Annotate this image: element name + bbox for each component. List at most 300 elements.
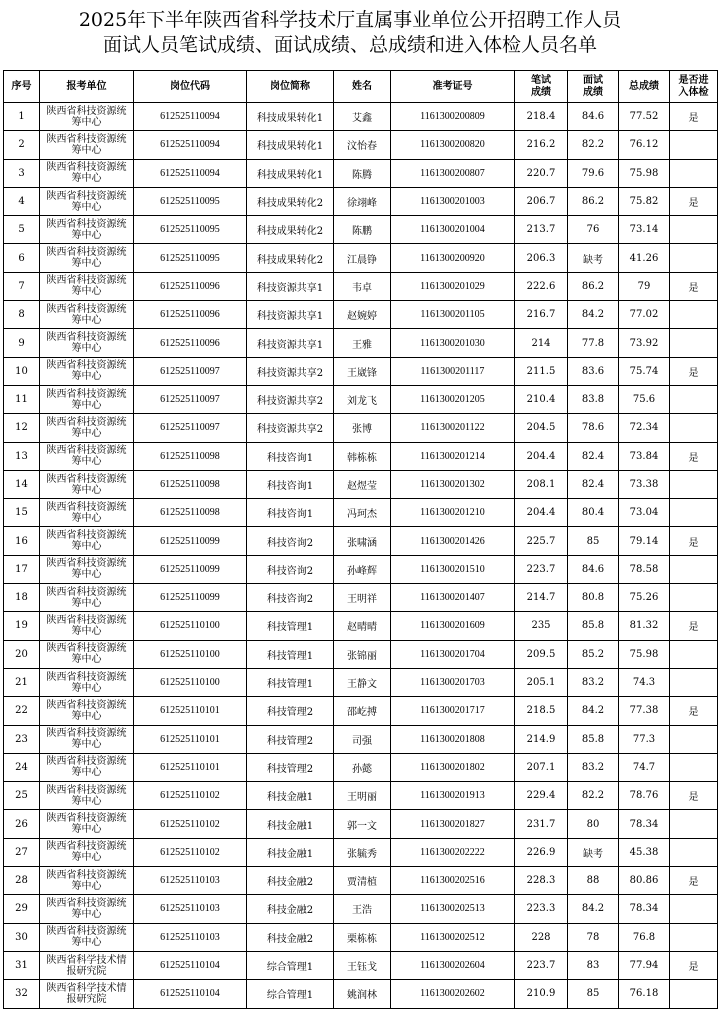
col-exam-id: 1161300202222 xyxy=(391,838,515,866)
col-interview-score: 85.2 xyxy=(568,640,619,668)
col-exam-id: 1161300201704 xyxy=(391,640,515,668)
col-post-code: 612525110097 xyxy=(134,414,247,442)
col-post-name: 综合管理1 xyxy=(247,980,334,1008)
header-col-post-name: 岗位简称 xyxy=(247,71,334,103)
col-index: 7 xyxy=(4,272,40,300)
col-unit: 陕西省科技资源统 筹中心 xyxy=(40,244,134,272)
col-total-score: 78.76 xyxy=(619,782,670,810)
col-written-score: 223.7 xyxy=(515,555,568,583)
col-total-score: 77.38 xyxy=(619,697,670,725)
table-row xyxy=(4,951,718,979)
col-post-name: 科技资源共享2 xyxy=(247,414,334,442)
col-name: 徐翊峰 xyxy=(334,187,391,215)
col-physical-exam xyxy=(670,244,718,272)
col-unit: 陕西省科学技术情 报研究院 xyxy=(40,980,134,1008)
table-row xyxy=(4,810,718,838)
col-total-score: 77.3 xyxy=(619,725,670,753)
col-name: 张博 xyxy=(334,414,391,442)
col-post-code: 612525110095 xyxy=(134,187,247,215)
col-written-score: 207.1 xyxy=(515,753,568,781)
col-interview-score: 86.2 xyxy=(568,272,619,300)
col-unit: 陕西省科技资源统 筹中心 xyxy=(40,414,134,442)
col-written-score: 216.7 xyxy=(515,301,568,329)
col-interview-score: 85.8 xyxy=(568,612,619,640)
col-exam-id: 1161300201105 xyxy=(391,301,515,329)
col-physical-exam xyxy=(670,668,718,696)
col-total-score: 73.04 xyxy=(619,499,670,527)
col-name: 王明丽 xyxy=(334,782,391,810)
col-post-code: 612525110098 xyxy=(134,442,247,470)
col-total-score: 74.3 xyxy=(619,668,670,696)
col-physical-exam xyxy=(670,584,718,612)
col-post-name: 科技管理2 xyxy=(247,697,334,725)
header-col-total-score: 总成绩 xyxy=(619,71,670,103)
col-exam-id: 1161300202513 xyxy=(391,895,515,923)
col-total-score: 80.86 xyxy=(619,867,670,895)
col-total-score: 77.94 xyxy=(619,951,670,979)
col-physical-exam: 是 xyxy=(670,867,718,895)
col-interview-score: 缺考 xyxy=(568,244,619,272)
col-unit: 陕西省科学技术情 报研究院 xyxy=(40,951,134,979)
col-total-score: 77.02 xyxy=(619,301,670,329)
col-index: 28 xyxy=(4,867,40,895)
col-written-score: 205.1 xyxy=(515,668,568,696)
col-physical-exam xyxy=(670,329,718,357)
table-row xyxy=(4,385,718,413)
col-index: 2 xyxy=(4,131,40,159)
table-row xyxy=(4,612,718,640)
col-exam-id: 1161300201122 xyxy=(391,414,515,442)
table-row xyxy=(4,867,718,895)
col-unit: 陕西省科技资源统 筹中心 xyxy=(40,357,134,385)
col-interview-score: 83 xyxy=(568,951,619,979)
col-post-code: 612525110101 xyxy=(134,753,247,781)
col-physical-exam: 是 xyxy=(670,697,718,725)
col-index: 24 xyxy=(4,753,40,781)
col-total-score: 78.58 xyxy=(619,555,670,583)
col-post-name: 科技资源共享1 xyxy=(247,301,334,329)
col-total-score: 75.6 xyxy=(619,385,670,413)
col-post-code: 612525110102 xyxy=(134,810,247,838)
table-row xyxy=(4,640,718,668)
col-index: 3 xyxy=(4,159,40,187)
col-interview-score: 84.6 xyxy=(568,555,619,583)
col-exam-id: 1161300201913 xyxy=(391,782,515,810)
col-physical-exam: 是 xyxy=(670,357,718,385)
col-physical-exam xyxy=(670,725,718,753)
col-total-score: 74.7 xyxy=(619,753,670,781)
col-name: 王雅 xyxy=(334,329,391,357)
table-row xyxy=(4,103,718,131)
col-post-name: 科技成果转化2 xyxy=(247,216,334,244)
col-exam-id: 1161300201117 xyxy=(391,357,515,385)
col-unit: 陕西省科技资源统 筹中心 xyxy=(40,159,134,187)
col-written-score: 206.3 xyxy=(515,244,568,272)
col-physical-exam: 是 xyxy=(670,612,718,640)
col-post-code: 612525110094 xyxy=(134,131,247,159)
col-exam-id: 1161300201407 xyxy=(391,584,515,612)
col-name: 刘龙飞 xyxy=(334,385,391,413)
col-index: 6 xyxy=(4,244,40,272)
col-unit: 陕西省科技资源统 筹中心 xyxy=(40,527,134,555)
col-written-score: 218.5 xyxy=(515,697,568,725)
col-unit: 陕西省科技资源统 筹中心 xyxy=(40,584,134,612)
col-written-score: 223.7 xyxy=(515,951,568,979)
col-post-code: 612525110100 xyxy=(134,668,247,696)
col-post-name: 科技成果转化2 xyxy=(247,187,334,215)
col-name: 冯珂杰 xyxy=(334,499,391,527)
col-post-code: 612525110103 xyxy=(134,895,247,923)
col-written-score: 204.5 xyxy=(515,414,568,442)
col-post-name: 科技成果转化2 xyxy=(247,244,334,272)
col-total-score: 75.74 xyxy=(619,357,670,385)
col-unit: 陕西省科技资源统 筹中心 xyxy=(40,103,134,131)
col-exam-id: 1161300200809 xyxy=(391,103,515,131)
col-interview-score: 83.2 xyxy=(568,753,619,781)
col-interview-score: 83.6 xyxy=(568,357,619,385)
col-unit: 陕西省科技资源统 筹中心 xyxy=(40,810,134,838)
col-index: 17 xyxy=(4,555,40,583)
col-interview-score: 83.8 xyxy=(568,385,619,413)
col-post-name: 科技咨询1 xyxy=(247,442,334,470)
col-exam-id: 1161300201703 xyxy=(391,668,515,696)
col-index: 8 xyxy=(4,301,40,329)
col-name: 陈鹏 xyxy=(334,216,391,244)
col-exam-id: 1161300201510 xyxy=(391,555,515,583)
col-written-score: 222.6 xyxy=(515,272,568,300)
col-name: 王浩 xyxy=(334,895,391,923)
col-index: 22 xyxy=(4,697,40,725)
col-post-name: 科技成果转化1 xyxy=(247,159,334,187)
col-interview-score: 78.6 xyxy=(568,414,619,442)
col-name: 贾清植 xyxy=(334,867,391,895)
col-total-score: 79.14 xyxy=(619,527,670,555)
header-col-interview-score: 面试 成绩 xyxy=(568,71,619,103)
col-total-score: 72.34 xyxy=(619,414,670,442)
header-row xyxy=(4,71,718,103)
title-line-1: 2025年下半年陕西省科学技术厅直属事业单位公开招聘工作人员 xyxy=(78,9,622,31)
col-index: 13 xyxy=(4,442,40,470)
col-post-name: 综合管理1 xyxy=(247,951,334,979)
col-exam-id: 1161300201302 xyxy=(391,470,515,498)
col-name: 陈腾 xyxy=(334,159,391,187)
col-total-score: 81.32 xyxy=(619,612,670,640)
col-name: 郭一文 xyxy=(334,810,391,838)
col-name: 赵晴晴 xyxy=(334,612,391,640)
col-post-name: 科技管理2 xyxy=(247,725,334,753)
col-unit: 陕西省科技资源统 筹中心 xyxy=(40,131,134,159)
col-total-score: 75.82 xyxy=(619,187,670,215)
col-exam-id: 1161300201214 xyxy=(391,442,515,470)
col-written-score: 226.9 xyxy=(515,838,568,866)
table-row xyxy=(4,329,718,357)
col-written-score: 218.4 xyxy=(515,103,568,131)
col-physical-exam xyxy=(670,470,718,498)
table-row xyxy=(4,753,718,781)
col-physical-exam: 是 xyxy=(670,103,718,131)
col-index: 12 xyxy=(4,414,40,442)
document-title xyxy=(0,0,700,58)
col-total-score: 76.18 xyxy=(619,980,670,1008)
col-index: 23 xyxy=(4,725,40,753)
table-row xyxy=(4,187,718,215)
col-exam-id: 1161300200807 xyxy=(391,159,515,187)
col-exam-id: 1161300201003 xyxy=(391,187,515,215)
col-exam-id: 1161300201808 xyxy=(391,725,515,753)
table-row xyxy=(4,272,718,300)
col-unit: 陕西省科技资源统 筹中心 xyxy=(40,612,134,640)
col-post-name: 科技资源共享1 xyxy=(247,329,334,357)
col-unit: 陕西省科技资源统 筹中心 xyxy=(40,895,134,923)
col-written-score: 216.2 xyxy=(515,131,568,159)
col-post-name: 科技管理1 xyxy=(247,640,334,668)
col-physical-exam xyxy=(670,753,718,781)
col-written-score: 231.7 xyxy=(515,810,568,838)
col-post-name: 科技管理2 xyxy=(247,753,334,781)
col-interview-score: 80 xyxy=(568,810,619,838)
col-index: 10 xyxy=(4,357,40,385)
col-post-code: 612525110096 xyxy=(134,301,247,329)
table-row xyxy=(4,980,718,1008)
col-post-code: 612525110098 xyxy=(134,470,247,498)
col-exam-id: 1161300201205 xyxy=(391,385,515,413)
col-index: 31 xyxy=(4,951,40,979)
col-index: 19 xyxy=(4,612,40,640)
col-unit: 陕西省科技资源统 筹中心 xyxy=(40,838,134,866)
col-name: 张毓秀 xyxy=(334,838,391,866)
col-written-score: 204.4 xyxy=(515,499,568,527)
col-interview-score: 85 xyxy=(568,527,619,555)
col-post-name: 科技咨询2 xyxy=(247,527,334,555)
col-name: 栗栋栋 xyxy=(334,923,391,951)
table-row xyxy=(4,216,718,244)
col-interview-score: 85.8 xyxy=(568,725,619,753)
col-total-score: 77.52 xyxy=(619,103,670,131)
col-physical-exam: 是 xyxy=(670,782,718,810)
col-post-code: 612525110102 xyxy=(134,782,247,810)
col-total-score: 76.12 xyxy=(619,131,670,159)
col-written-score: 223.3 xyxy=(515,895,568,923)
col-post-code: 612525110096 xyxy=(134,329,247,357)
table-row xyxy=(4,895,718,923)
col-physical-exam xyxy=(670,385,718,413)
col-written-score: 210.4 xyxy=(515,385,568,413)
col-index: 21 xyxy=(4,668,40,696)
col-exam-id: 1161300201717 xyxy=(391,697,515,725)
col-post-code: 612525110095 xyxy=(134,216,247,244)
col-total-score: 73.14 xyxy=(619,216,670,244)
col-post-name: 科技咨询2 xyxy=(247,555,334,583)
col-physical-exam: 是 xyxy=(670,951,718,979)
col-post-name: 科技金融1 xyxy=(247,810,334,838)
col-unit: 陕西省科技资源统 筹中心 xyxy=(40,385,134,413)
table-row xyxy=(4,159,718,187)
col-unit: 陕西省科技资源统 筹中心 xyxy=(40,499,134,527)
col-interview-score: 82.2 xyxy=(568,782,619,810)
col-name: 韩栋栋 xyxy=(334,442,391,470)
col-written-score: 210.9 xyxy=(515,980,568,1008)
col-written-score: 206.7 xyxy=(515,187,568,215)
col-name: 赵婉婷 xyxy=(334,301,391,329)
col-total-score: 78.34 xyxy=(619,810,670,838)
col-written-score: 214.7 xyxy=(515,584,568,612)
col-index: 5 xyxy=(4,216,40,244)
col-physical-exam: 是 xyxy=(670,272,718,300)
col-index: 25 xyxy=(4,782,40,810)
col-index: 20 xyxy=(4,640,40,668)
header-col-index: 序号 xyxy=(4,71,40,103)
col-unit: 陕西省科技资源统 筹中心 xyxy=(40,187,134,215)
col-unit: 陕西省科技资源统 筹中心 xyxy=(40,725,134,753)
col-post-name: 科技金融1 xyxy=(247,782,334,810)
col-post-code: 612525110104 xyxy=(134,951,247,979)
col-name: 姚润林 xyxy=(334,980,391,1008)
col-name: 韦卓 xyxy=(334,272,391,300)
col-post-name: 科技管理1 xyxy=(247,612,334,640)
col-written-score: 220.7 xyxy=(515,159,568,187)
col-unit: 陕西省科技资源统 筹中心 xyxy=(40,470,134,498)
col-post-code: 612525110097 xyxy=(134,385,247,413)
col-post-name: 科技成果转化1 xyxy=(247,131,334,159)
header-col-written-score: 笔试 成绩 xyxy=(515,71,568,103)
col-post-name: 科技管理1 xyxy=(247,668,334,696)
table-row xyxy=(4,131,718,159)
col-post-code: 612525110099 xyxy=(134,527,247,555)
col-physical-exam xyxy=(670,640,718,668)
col-physical-exam xyxy=(670,555,718,583)
col-name: 王明祥 xyxy=(334,584,391,612)
col-index: 18 xyxy=(4,584,40,612)
header-col-exam-id: 准考证号 xyxy=(391,71,515,103)
col-name: 张啸涵 xyxy=(334,527,391,555)
col-post-code: 612525110100 xyxy=(134,640,247,668)
col-interview-score: 82.4 xyxy=(568,470,619,498)
col-post-code: 612525110095 xyxy=(134,244,247,272)
col-post-name: 科技金融1 xyxy=(247,838,334,866)
col-post-name: 科技金融2 xyxy=(247,895,334,923)
col-post-name: 科技成果转化1 xyxy=(247,103,334,131)
col-physical-exam xyxy=(670,895,718,923)
col-post-name: 科技资源共享1 xyxy=(247,272,334,300)
col-interview-score: 84.2 xyxy=(568,697,619,725)
table-row xyxy=(4,555,718,583)
col-unit: 陕西省科技资源统 筹中心 xyxy=(40,640,134,668)
col-exam-id: 1161300201210 xyxy=(391,499,515,527)
col-exam-id: 1161300202604 xyxy=(391,951,515,979)
col-exam-id: 1161300202516 xyxy=(391,867,515,895)
col-total-score: 73.92 xyxy=(619,329,670,357)
col-name: 司强 xyxy=(334,725,391,753)
col-unit: 陕西省科技资源统 筹中心 xyxy=(40,301,134,329)
col-interview-score: 85 xyxy=(568,980,619,1008)
col-written-score: 204.4 xyxy=(515,442,568,470)
col-index: 1 xyxy=(4,103,40,131)
col-total-score: 41.26 xyxy=(619,244,670,272)
col-exam-id: 1161300202602 xyxy=(391,980,515,1008)
header-col-physical-exam: 是否进 入体检 xyxy=(670,71,718,103)
col-post-name: 科技金融2 xyxy=(247,923,334,951)
col-physical-exam xyxy=(670,159,718,187)
col-interview-score: 79.6 xyxy=(568,159,619,187)
table-row xyxy=(4,442,718,470)
col-name: 王静文 xyxy=(334,668,391,696)
col-physical-exam xyxy=(670,838,718,866)
col-post-code: 612525110101 xyxy=(134,725,247,753)
col-unit: 陕西省科技资源统 筹中心 xyxy=(40,923,134,951)
col-interview-score: 86.2 xyxy=(568,187,619,215)
col-name: 赵煜莹 xyxy=(334,470,391,498)
col-physical-exam xyxy=(670,414,718,442)
col-post-code: 612525110102 xyxy=(134,838,247,866)
col-physical-exam xyxy=(670,301,718,329)
table-row xyxy=(4,668,718,696)
col-post-code: 612525110094 xyxy=(134,103,247,131)
title-line-2: 面试人员笔试成绩、面试成绩、总成绩和进入体检人员名单 xyxy=(102,34,597,56)
col-written-score: 209.5 xyxy=(515,640,568,668)
col-written-score: 213.7 xyxy=(515,216,568,244)
col-index: 16 xyxy=(4,527,40,555)
results-table xyxy=(3,70,718,1009)
col-total-score: 75.98 xyxy=(619,640,670,668)
table-row xyxy=(4,584,718,612)
col-physical-exam: 是 xyxy=(670,187,718,215)
col-interview-score: 82.4 xyxy=(568,442,619,470)
col-unit: 陕西省科技资源统 筹中心 xyxy=(40,668,134,696)
col-post-code: 612525110096 xyxy=(134,272,247,300)
col-index: 9 xyxy=(4,329,40,357)
col-unit: 陕西省科技资源统 筹中心 xyxy=(40,697,134,725)
col-total-score: 73.84 xyxy=(619,442,670,470)
col-total-score: 79 xyxy=(619,272,670,300)
col-index: 26 xyxy=(4,810,40,838)
col-physical-exam xyxy=(670,499,718,527)
col-post-name: 科技咨询1 xyxy=(247,499,334,527)
col-exam-id: 1161300201802 xyxy=(391,753,515,781)
col-interview-score: 80.4 xyxy=(568,499,619,527)
col-post-name: 科技咨询2 xyxy=(247,584,334,612)
col-written-score: 228.3 xyxy=(515,867,568,895)
col-index: 30 xyxy=(4,923,40,951)
col-physical-exam: 是 xyxy=(670,527,718,555)
col-index: 29 xyxy=(4,895,40,923)
table-row xyxy=(4,527,718,555)
col-post-name: 科技金融2 xyxy=(247,867,334,895)
col-written-score: 228 xyxy=(515,923,568,951)
header-col-post-code: 岗位代码 xyxy=(134,71,247,103)
col-exam-id: 1161300201030 xyxy=(391,329,515,357)
col-total-score: 45.38 xyxy=(619,838,670,866)
col-post-code: 612525110097 xyxy=(134,357,247,385)
col-interview-score: 84.2 xyxy=(568,895,619,923)
col-interview-score: 77.8 xyxy=(568,329,619,357)
col-written-score: 211.5 xyxy=(515,357,568,385)
col-exam-id: 1161300201004 xyxy=(391,216,515,244)
col-exam-id: 1161300201827 xyxy=(391,810,515,838)
col-physical-exam xyxy=(670,980,718,1008)
col-post-code: 612525110099 xyxy=(134,584,247,612)
col-interview-score: 83.2 xyxy=(568,668,619,696)
col-post-code: 612525110099 xyxy=(134,555,247,583)
header-col-name: 姓名 xyxy=(334,71,391,103)
col-physical-exam xyxy=(670,131,718,159)
col-total-score: 78.34 xyxy=(619,895,670,923)
col-unit: 陕西省科技资源统 筹中心 xyxy=(40,272,134,300)
table-row xyxy=(4,357,718,385)
col-total-score: 75.26 xyxy=(619,584,670,612)
table-row xyxy=(4,725,718,753)
col-index: 32 xyxy=(4,980,40,1008)
col-post-code: 612525110098 xyxy=(134,499,247,527)
